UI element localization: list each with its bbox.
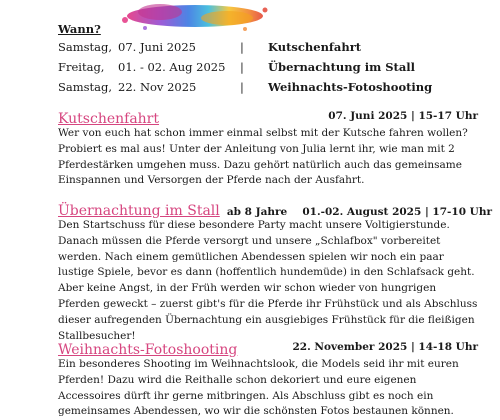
schedule-day: Freitag,	[58, 60, 105, 74]
schedule-event: Kutschenfahrt	[268, 40, 362, 54]
section-date-time: 07. Juni 2025 | 15-17 Uhr	[328, 110, 478, 122]
schedule-row	[58, 80, 478, 96]
section-description: Den Startschuss für diese besondere Party macht unsere Voltigierstunde. Danach müssen die Pferde versorgt und unsere „Schlafbox" vorbereitet werden. Nach einem gemütlichen Abendessen spielen wir noch ein paar lustige Spiele, bevor es dann (hoffentlich hundemüde) in den Schlafsack geht. Aber keine Angst, in der Früh werden wir schon wieder von hungrigen Pferden geweckt – zuerst gibt's für die Pferde ihr Frühstück und als Abschluss dieser aufregenden Übernachtung ein ausgiebiges Frühstück für die fleißigen Stallbesucher!	[58, 219, 478, 342]
paint-splash-graphic	[115, 0, 275, 34]
schedule-separator: |	[240, 80, 244, 94]
section-title: Übernachtung im Stall	[58, 203, 220, 219]
section-header-kutschenfahrt	[58, 108, 478, 126]
section-date-time: 22. November 2025 | 14-18 Uhr	[292, 341, 478, 353]
schedule-heading: Wann?	[58, 22, 101, 36]
schedule-event: Weihnachts-Fotoshooting	[268, 80, 433, 94]
section-header-fotoshooting	[58, 339, 478, 357]
section-description: Wer von euch hat schon immer einmal selbst mit der Kutsche fahren wollen? Probiert es mal aus! Unter der Anleitung von Julia lernt ihr, wie man mit 2 Pferdestärken umgehen muss. Dazu gehört natürlich auch das gemeinsame Einspannen und Versorgen der Pferde nach der Ausfahrt.	[58, 127, 468, 187]
schedule-event: Übernachtung im Stall	[268, 60, 416, 74]
schedule-date: 22. Nov 2025	[118, 80, 197, 94]
schedule-separator: |	[240, 60, 244, 74]
section-description: Ein besonderes Shooting im Weihnachtslook, die Models seid ihr mit euren Pferden! Dazu wird die Reithalle schon dekoriert und eure eigenen Accessoires dürft ihr gerne mitbringen. Als Abschluss gibt es noch ein gemeinsames Abendessen, wo wir die schönsten Fotos bestaunen können.	[58, 358, 459, 418]
section-age-note: ab 8 Jahre	[226, 206, 288, 218]
schedule-separator: |	[240, 40, 244, 54]
schedule-date: 01. - 02. Aug 2025	[118, 60, 226, 74]
section-date-time: 01.-02. August 2025 | 17-10 Uhr	[302, 206, 492, 218]
schedule-row	[58, 60, 478, 76]
section-title: Kutschenfahrt	[58, 111, 160, 127]
schedule-day: Samstag,	[58, 40, 113, 54]
section-header-uebernachtung	[58, 200, 492, 219]
schedule-row	[58, 40, 478, 56]
schedule-date: 07. Juni 2025	[118, 40, 196, 54]
schedule-day: Samstag,	[58, 80, 113, 94]
section-title: Weihnachts-Fotoshooting	[58, 342, 238, 358]
